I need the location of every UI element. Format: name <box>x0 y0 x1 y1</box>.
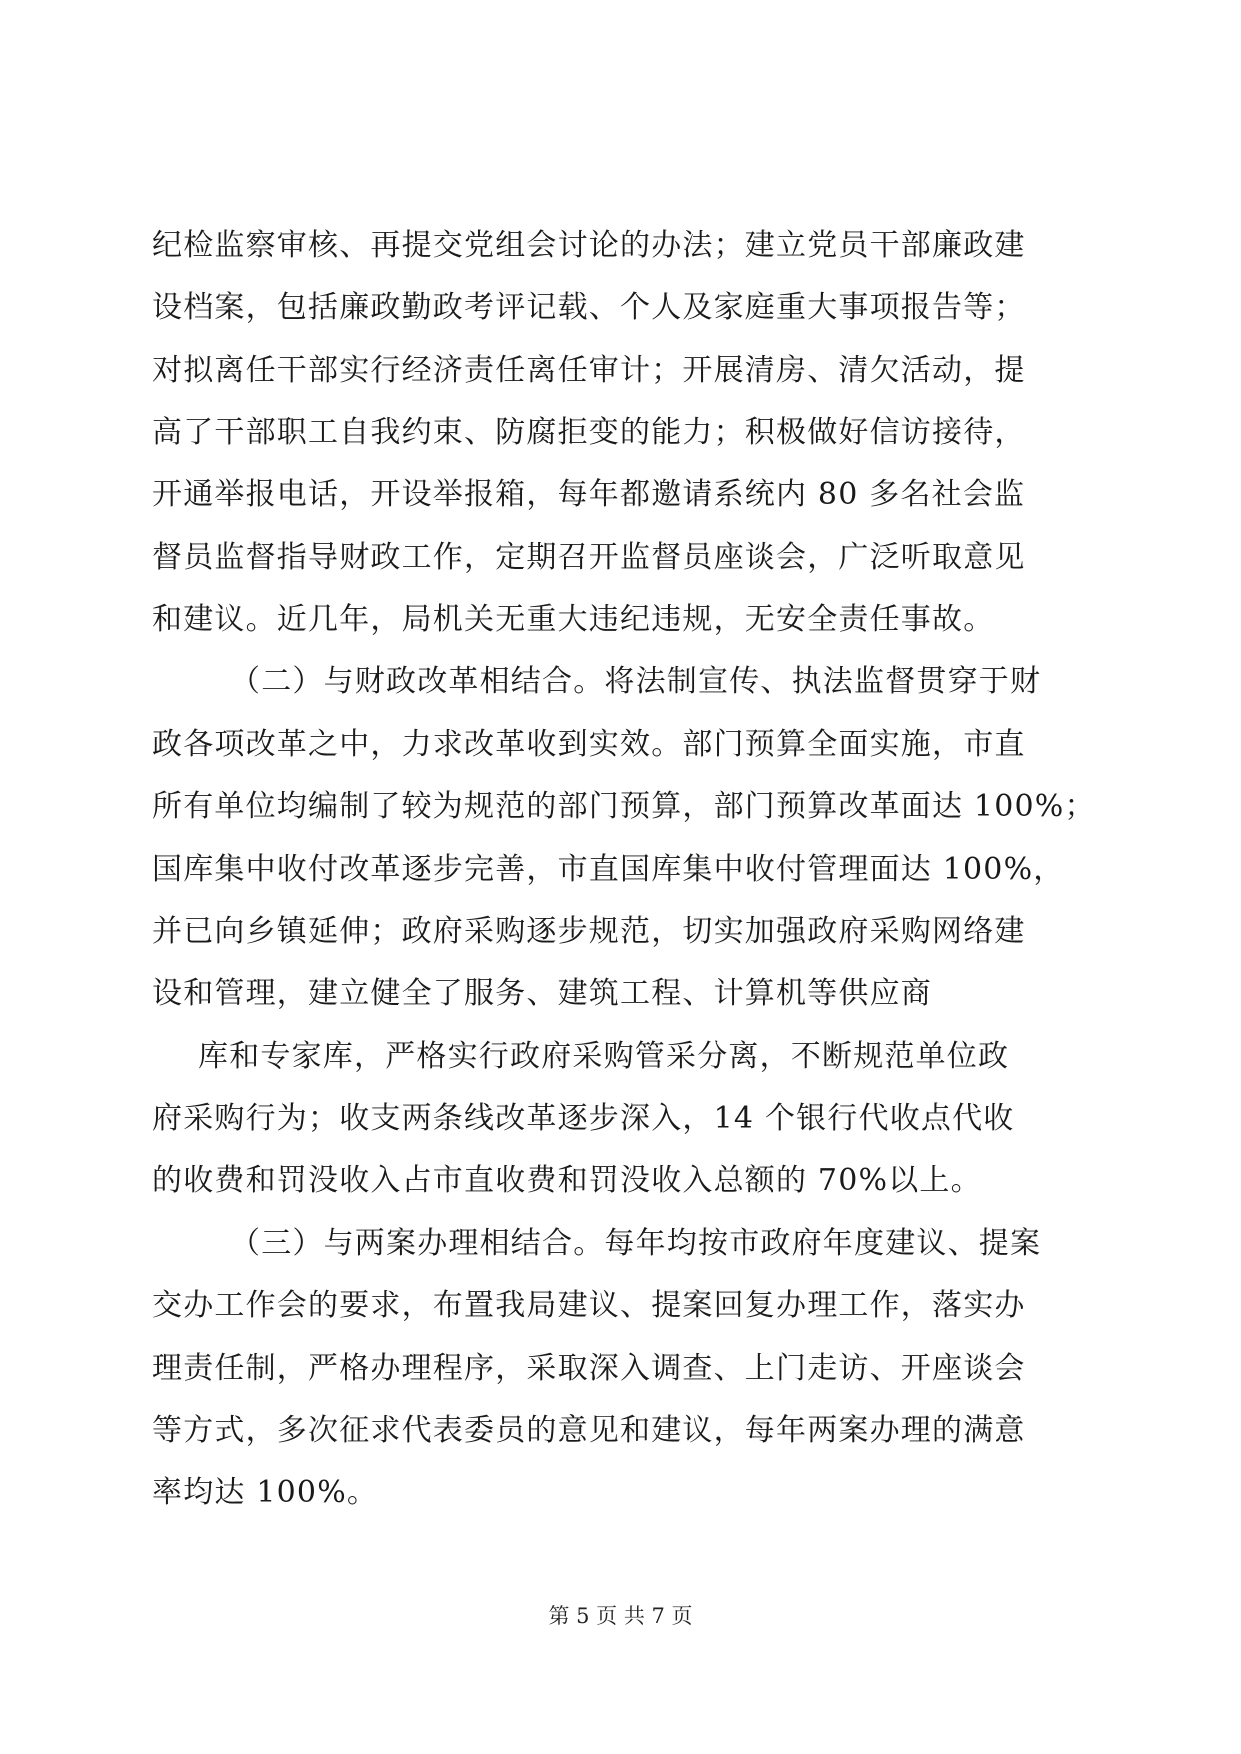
text-line: 国库集中收付改革逐步完善，市直国库集中收付管理面达 100%， <box>152 852 1065 887</box>
text-line: 设档案，包括廉政勤政考评记载、个人及家庭重大事项报告等； <box>152 290 1026 325</box>
text-line: 设和管理，建立健全了服务、建筑工程、计算机等供应商 <box>152 976 932 1011</box>
text-line: 等方式，多次征求代表委员的意见和建议，每年两案办理的满意 <box>152 1413 1026 1448</box>
text-line: 理责任制，严格办理程序，采取深入调查、上门走访、开座谈会 <box>152 1351 1026 1386</box>
text-line: 所有单位均编制了较为规范的部门预算，部门预算改革面达 100%； <box>152 789 1096 824</box>
text-line: 府采购行为；收支两条线改革逐步深入，14 个银行代收点代收 <box>152 1101 1015 1136</box>
text-line: 库和专家库，严格实行政府采购管采分离，不断规范单位政 <box>198 1039 1010 1074</box>
section-heading-line: （二）与财政改革相结合。将法制宣传、执法监督贯穿于财 <box>230 664 1042 699</box>
text-line: 纪检监察审核、再提交党组会讨论的办法；建立党员干部廉政建 <box>152 228 1026 263</box>
text-line: 交办工作会的要求，布置我局建议、提案回复办理工作，落实办 <box>152 1288 1026 1323</box>
text-line: 和建议。近几年，局机关无重大违纪违规，无安全责任事故。 <box>152 602 995 637</box>
text-line: 的收费和罚没收入占市直收费和罚没收入总额的 70%以上。 <box>152 1163 982 1198</box>
page-footer: 第 5 页 共 7 页 <box>548 1604 693 1628</box>
text-line: 高了干部职工自我约束、防腐拒变的能力；积极做好信访接待， <box>152 415 1026 450</box>
text-line: 对拟离任干部实行经济责任离任审计；开展清房、清欠活动，提 <box>152 353 1026 388</box>
text-line: 督员监督指导财政工作，定期召开监督员座谈会，广泛听取意见 <box>152 540 1026 575</box>
text-line: 政各项改革之中，力求改革收到实效。部门预算全面实施，市直 <box>152 727 1026 762</box>
text-line: 并已向乡镇延伸；政府采购逐步规范，切实加强政府采购网络建 <box>152 914 1026 949</box>
text-line: 率均达 100%。 <box>152 1475 379 1510</box>
text-line: 开通举报电话，开设举报箱，每年都邀请系统内 80 多名社会监 <box>152 477 1026 512</box>
section-heading-line: （三）与两案办理相结合。每年均按市政府年度建议、提案 <box>230 1226 1042 1261</box>
